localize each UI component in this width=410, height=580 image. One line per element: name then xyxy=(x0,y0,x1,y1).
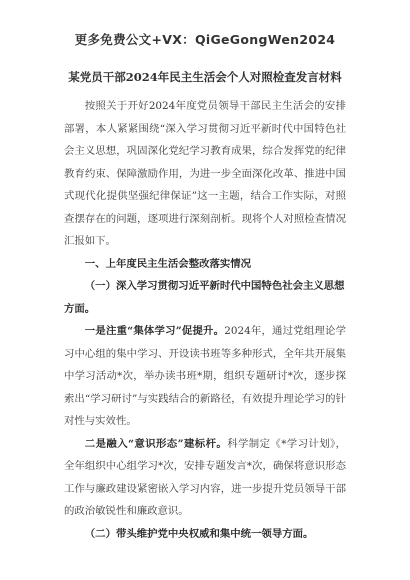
intro-paragraph: 按照关于开好2024年度党员领导干部民主生活会的安排部署，本人紧紧围绕“深入学习贯彻习近平新时代中国特色社会主义思想，巩固深化党纪学习教育成果，综合发挥党的纪律教育约束、保障激励作用，为进一步全面深化改革、推进中国式现代化提供坚强纪律保证”这一主题，结合工作实际，对照查摆存在的问题，逐项进行深刻剖析。现将个人对照检查情况汇报如下。 xyxy=(64,100,346,247)
paragraph-2-lead: 二是融入“意识形态”建标杆。 xyxy=(84,437,228,450)
paragraph-1 xyxy=(64,320,346,433)
watermark-text: 更多免费公文+VX：QiGeGongWen2024 xyxy=(74,32,336,47)
subsection-heading-1: （一）深入学习贯彻习近平新时代中国特色社会主义思想方面。 xyxy=(64,280,345,315)
paragraph-1-body: 2024年，通过党组理论学习中心组的集中学习、开设读书班等多种形式，全年共开展集中学习活动*次，举办读书班*期，组织专题研讨*次，逐步探索出“学习研讨”与实践结合的新路径，有效提升理论学习的针对性与实效性。 xyxy=(64,325,346,427)
paragraph-2-body: 科学制定《*学习计划》，全年组织中心组学习*次，安排专题发言*次，确保将意识形态工作与廉政建设紧密嵌入学习内容，进一步提升党员领导干部的政治敏锐性和廉政意识。 xyxy=(64,437,346,517)
section-heading-1: 一、上年度民主生活会整改落实情况 xyxy=(84,257,252,270)
paragraph-2 xyxy=(64,433,346,523)
document-title: 某党员干部2024年民主生活会个人对照检查发言材料 xyxy=(68,70,342,84)
document-body xyxy=(64,95,346,545)
paragraph-1-lead: 一是注重“集体学习”促提升。 xyxy=(84,325,225,337)
subsection-heading-2: （二）带头维护党中央权威和集中统一领导方面。 xyxy=(84,527,314,540)
